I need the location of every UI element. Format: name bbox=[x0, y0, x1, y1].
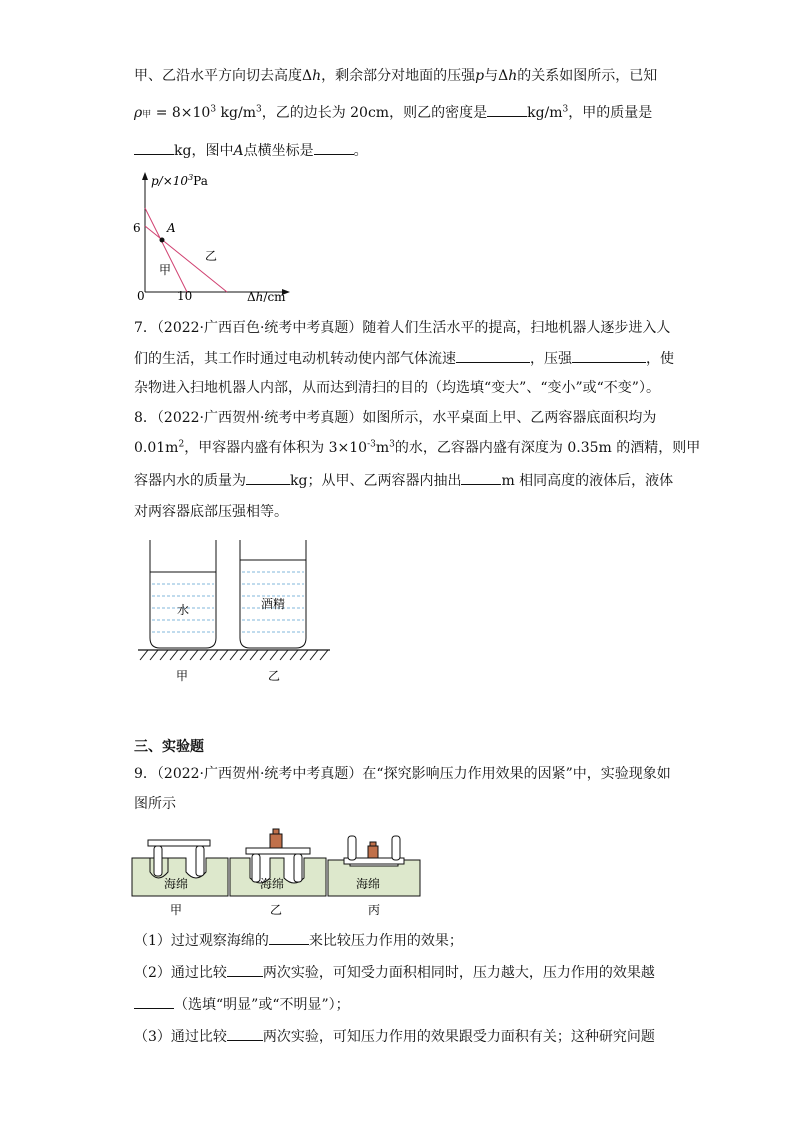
sponge-yi bbox=[230, 829, 326, 917]
label-bing: 丙 bbox=[368, 903, 381, 917]
pressure-graph bbox=[125, 168, 295, 308]
ground-hatching bbox=[140, 650, 328, 660]
superscript: 3 bbox=[562, 104, 569, 115]
x-axis-label: Δh/cm bbox=[247, 290, 286, 304]
q8-line-4: 对两容器底部压强相等。 bbox=[134, 504, 288, 520]
text: kg/m bbox=[216, 105, 256, 121]
superscript: 3 bbox=[389, 439, 395, 450]
sponge-label: 海绵 bbox=[260, 877, 285, 891]
text: ，压强 bbox=[530, 351, 572, 367]
superscript: 3 bbox=[255, 104, 262, 115]
origin-label: 0 bbox=[137, 289, 145, 303]
text: kg；从甲、乙两容器内抽出 bbox=[290, 473, 462, 489]
answer-blank[interactable] bbox=[269, 930, 309, 945]
label-yi: 乙 bbox=[205, 249, 218, 263]
label-yi: 乙 bbox=[268, 669, 281, 683]
answer-blank[interactable] bbox=[572, 348, 646, 363]
q6-line-3 bbox=[134, 140, 368, 161]
sponge-label: 海绵 bbox=[164, 877, 189, 891]
text: （2）通过比较 bbox=[134, 965, 227, 981]
text: 的关系如图所示，已知 bbox=[517, 68, 658, 84]
y-tick-6: 6 bbox=[133, 221, 141, 235]
text: （1）过过观察海绵的 bbox=[134, 933, 269, 949]
sponge-jia bbox=[132, 840, 228, 917]
text: h bbox=[312, 68, 322, 84]
answer-blank[interactable] bbox=[246, 470, 290, 485]
label-jia: 甲 bbox=[176, 669, 189, 683]
y-axis-label: $p/\times 10^3Pa$ bbox=[151, 173, 208, 188]
answer-blank[interactable] bbox=[314, 140, 354, 155]
label-jia: 甲 bbox=[170, 903, 183, 917]
answer-blank[interactable] bbox=[461, 470, 501, 485]
superscript: 2 bbox=[178, 439, 185, 450]
q9-sub-3 bbox=[134, 1026, 655, 1047]
sponge-label: 海绵 bbox=[356, 877, 381, 891]
answer-blank[interactable] bbox=[227, 1026, 263, 1041]
section-heading: 三、实验题 bbox=[134, 739, 204, 755]
text: （选填“明显”或“不明显”）； bbox=[174, 997, 350, 1013]
sponge-bing bbox=[328, 836, 420, 917]
text: kg/m bbox=[527, 105, 563, 121]
q9-sub-1 bbox=[134, 930, 463, 951]
x-tick-10: 10 bbox=[177, 289, 193, 303]
answer-blank[interactable] bbox=[487, 102, 527, 117]
water-label: 水 bbox=[177, 603, 190, 617]
q9-line-2: 图所示 bbox=[134, 796, 176, 812]
q7-line-2 bbox=[134, 348, 674, 369]
text: 。 bbox=[353, 143, 368, 159]
text: ，剩余部分对地面的压强 bbox=[321, 68, 476, 84]
text: = 8×10 bbox=[151, 105, 211, 121]
text: h bbox=[508, 68, 518, 84]
text: m bbox=[375, 440, 390, 456]
text: p bbox=[475, 68, 485, 84]
text: 来比较压力作用的效果； bbox=[308, 933, 463, 949]
text: m 相同高度的液体后，液体 bbox=[501, 473, 674, 489]
text: （3）通过比较 bbox=[134, 1029, 227, 1045]
alcohol-label: 酒精 bbox=[261, 597, 286, 611]
text: 容器内水的质量为 bbox=[134, 473, 246, 489]
text: 与Δ bbox=[484, 68, 509, 84]
q8-line-3 bbox=[134, 470, 673, 491]
text: 的水，乙容器内盛有深度为 0.35m 的酒精，则甲 bbox=[394, 440, 701, 456]
q7-line-3: 杂物进入扫地机器人内部，从而达到清扫的目的（均选填“变大”、“变小”或“不变”）。 bbox=[134, 380, 660, 396]
text: 两次实验，可知压力作用的效果跟受力面积有关；这种研究问题 bbox=[262, 1029, 655, 1045]
q9-sub-2 bbox=[134, 962, 655, 983]
rho-symbol: ρ bbox=[134, 105, 143, 121]
answer-blank[interactable] bbox=[134, 140, 174, 155]
superscript: 3 bbox=[210, 104, 217, 115]
text: 点横坐标是 bbox=[243, 143, 314, 159]
answer-blank[interactable] bbox=[227, 962, 263, 977]
text: 甲、乙沿水平方向切去高度Δ bbox=[134, 68, 313, 84]
text: kg，图中 bbox=[174, 143, 234, 159]
line-jia bbox=[145, 208, 187, 292]
subscript: 甲 bbox=[142, 110, 152, 120]
q6-line-2 bbox=[134, 102, 652, 125]
text: 们的生活，其工作时通过电动机转动使内部气体流速 bbox=[134, 351, 456, 367]
q7-line-1: 7．（2022·广西百色·统考中考真题）随着人们生活水平的提高，扫地机器人逐步进入人 bbox=[134, 320, 671, 336]
label-jia: 甲 bbox=[159, 263, 172, 277]
q9-line-1: 9．（2022·广西贺州·统考中考真题）在“探究影响压力作用效果的因紧”中，实验现象如 bbox=[134, 766, 671, 782]
text: ，甲的质量是 bbox=[568, 105, 653, 121]
containers-figure bbox=[134, 538, 334, 686]
q6-line-1 bbox=[134, 66, 657, 86]
answer-blank[interactable] bbox=[456, 348, 530, 363]
text: ，乙的边长为 20cm，则乙的密度是 bbox=[261, 105, 488, 121]
superscript: -3 bbox=[367, 439, 376, 450]
y-axis-arrow bbox=[142, 172, 148, 180]
text: ，甲容器内盛有体积为 3×10 bbox=[184, 440, 368, 456]
q8-line-2 bbox=[134, 438, 700, 458]
label-yi: 乙 bbox=[270, 903, 283, 917]
text: ，使 bbox=[646, 351, 674, 367]
sponge-figure bbox=[130, 826, 430, 921]
point-a-label: A bbox=[167, 221, 176, 235]
q9-sub-2-cont bbox=[134, 994, 350, 1015]
text: 0.01m bbox=[134, 440, 179, 456]
answer-blank[interactable] bbox=[134, 994, 174, 1009]
text: 两次实验，可知受力面积相同时，压力越大，压力作用的效果越 bbox=[262, 965, 655, 981]
q8-line-1: 8．（2022·广西贺州·统考中考真题）如图所示，水平桌面上甲、乙两容器底面积均为 bbox=[134, 410, 657, 426]
text: A bbox=[233, 143, 244, 159]
point-a bbox=[160, 238, 165, 243]
